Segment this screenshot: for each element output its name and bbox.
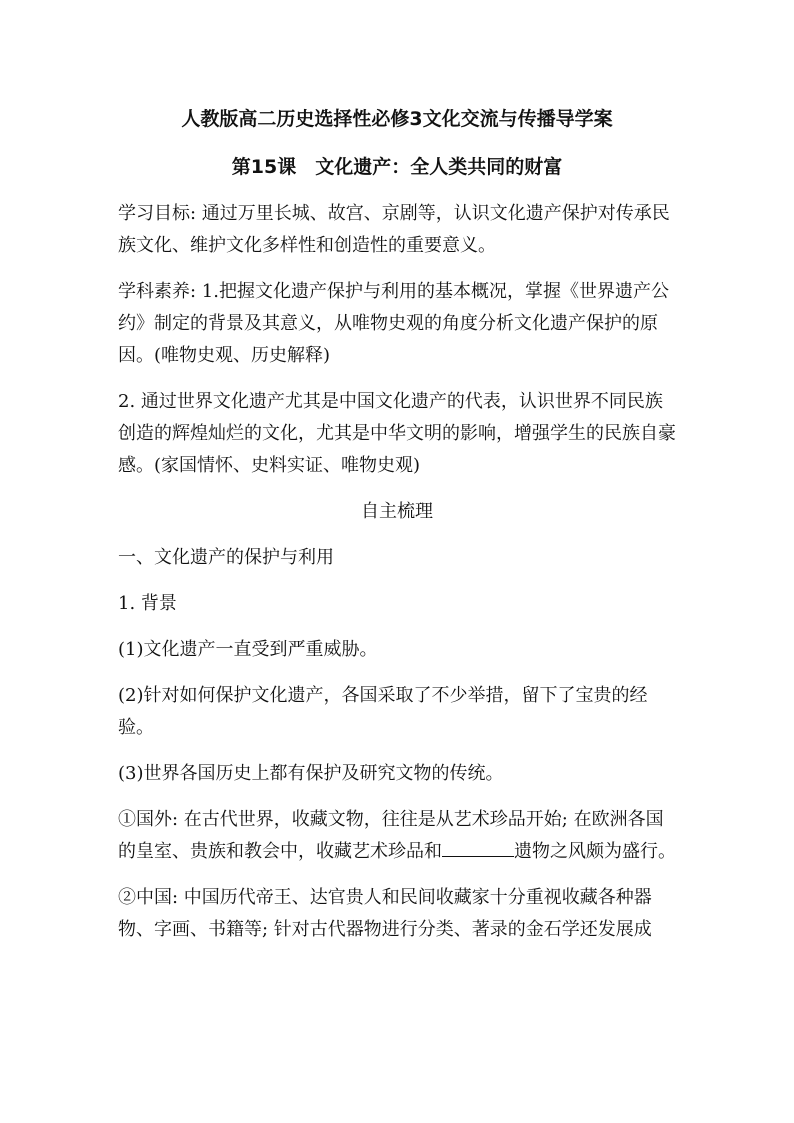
point-heading: 1. 背景 <box>118 593 177 614</box>
list-item: (2)针对如何保护文化遗产，各国采取了不少举措，留下了宝贵的经验。 <box>118 685 648 738</box>
china-paragraph: ②中国: 中国历代帝王、达官贵人和民间收藏家十分重视收藏各种器物、字画、书籍等; 针对古代器物进行分类、著录的金石学还发展成 <box>118 887 652 940</box>
lesson-title: 第15课 文化遗产：全人类共同的财富 <box>231 156 563 178</box>
section-heading: 自主梳理 <box>361 501 433 522</box>
foreign-paragraph <box>118 804 676 868</box>
list-item: (1)文化遗产一直受到严重威胁。 <box>118 639 378 660</box>
literacy-point-1: 学科素养: 1.把握文化遗产保护与利用的基本概况，掌握《世界遗产公约》制定的背景及其意义，从唯物史观的角度分析文化遗产保护的原因。(唯物史观、历史解释) <box>118 281 669 366</box>
document-title: 人教版高二历史选择性必修3文化交流与传播导学案 <box>181 108 613 130</box>
learning-goal: 学习目标: 通过万里长城、故宫、京剧等，认识文化遗产保护对传承民族文化、维护文化多样性和创造性的重要意义。 <box>118 203 670 256</box>
part-heading: 一、文化遗产的保护与利用 <box>118 547 334 568</box>
foreign-text-a: ①国外: 在古代世界，收藏文物，往往是从艺术珍品开始; 在欧洲各国的皇室、贵族和教会中，收藏艺术珍品和 <box>118 809 664 862</box>
fill-in-blank[interactable] <box>442 838 514 857</box>
literacy-point-2: 2. 通过世界文化遗产尤其是中国文化遗产的代表，认识世界不同民族创造的辉煌灿烂的文化，尤其是中华文明的影响，增强学生的民族自豪感。(家国情怀、史料实证、唯物史观) <box>118 391 676 476</box>
list-item: (3)世界各国历史上都有保护及研究文物的传统。 <box>118 763 504 784</box>
foreign-text-b: 遗物之风颇为盛行。 <box>514 841 676 862</box>
